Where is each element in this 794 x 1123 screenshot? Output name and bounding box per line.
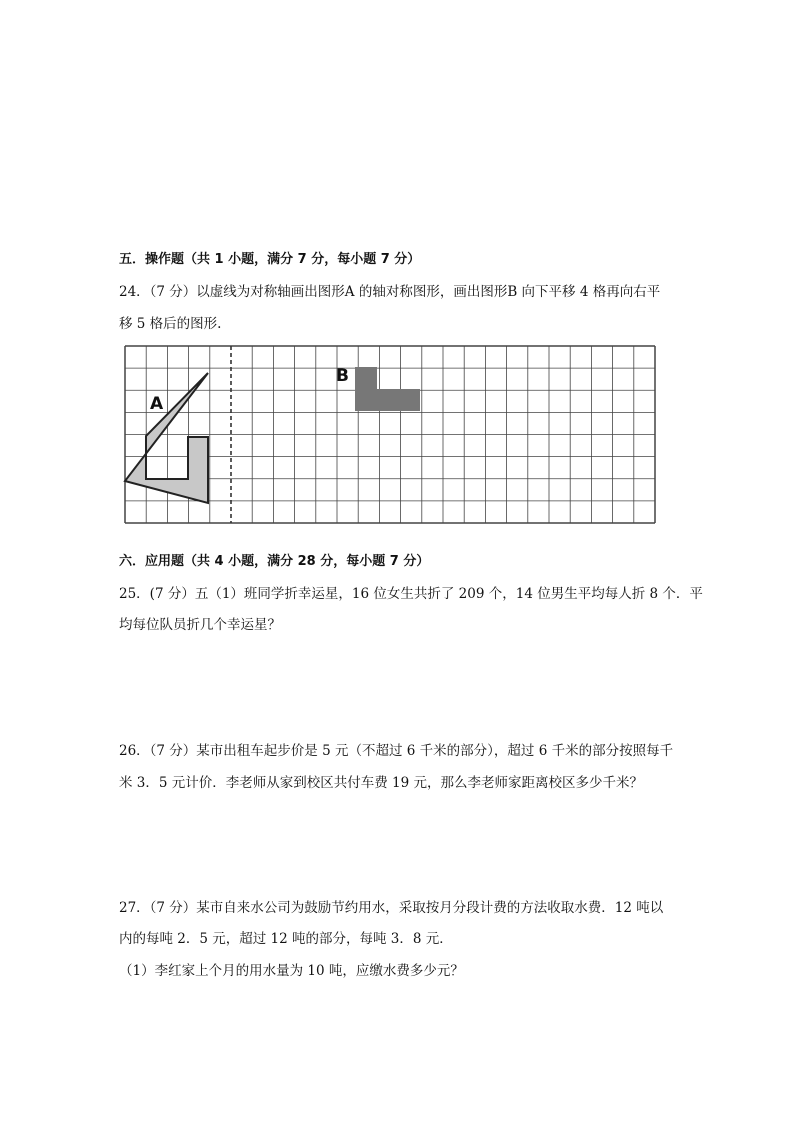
question-26-line-1: 26．（7 分）某市出租车起步价是 5 元（不超过 6 千米的部分），超过 6 千米的部分按照每千: [119, 743, 674, 759]
label-a: A: [150, 394, 164, 414]
question-27-sub-1: （1）李红家上个月的用水量为 10 吨，应缴水费多少元？: [119, 963, 464, 979]
section-5-heading: 五．操作题（共 1 小题，满分 7 分，每小题 7 分）: [119, 252, 421, 267]
question-25-line-2: 均每位队员折几个幸运星？: [119, 617, 281, 633]
shape-b-vertical: [355, 367, 377, 389]
question-24-line-2: 移 5 格后的图形.: [119, 316, 222, 332]
question-24-line-1: 24．（7 分）以虚线为对称轴画出图形A 的轴对称图形，画出图形B 向下平移 4 格再向右平: [119, 284, 661, 300]
question-26-line-2: 米 3．5 元计价．李老师从家到校区共付车费 19 元，那么李老师家距离校区多少千米？: [119, 775, 644, 791]
grid-figure: [122, 343, 658, 535]
label-b: B: [336, 366, 349, 386]
question-25-line-1: 25．(7 分）五（1）班同学折幸运星，16 位女生共折了 209 个，14 位男生平均每人折 8 个．平: [119, 586, 703, 602]
shape-a: [125, 373, 208, 503]
question-27-line-2: 内的每吨 2．5 元，超过 12 吨的部分，每吨 3．8 元．: [119, 931, 453, 947]
shape-b-horizontal: [355, 389, 420, 411]
question-27-line-1: 27．（7 分）某市自来水公司为鼓励节约用水，采取按月分段计费的方法收取水费．12 吨以: [119, 900, 664, 916]
section-6-heading: 六．应用题（共 4 小题，满分 28 分，每小题 7 分）: [119, 554, 430, 569]
